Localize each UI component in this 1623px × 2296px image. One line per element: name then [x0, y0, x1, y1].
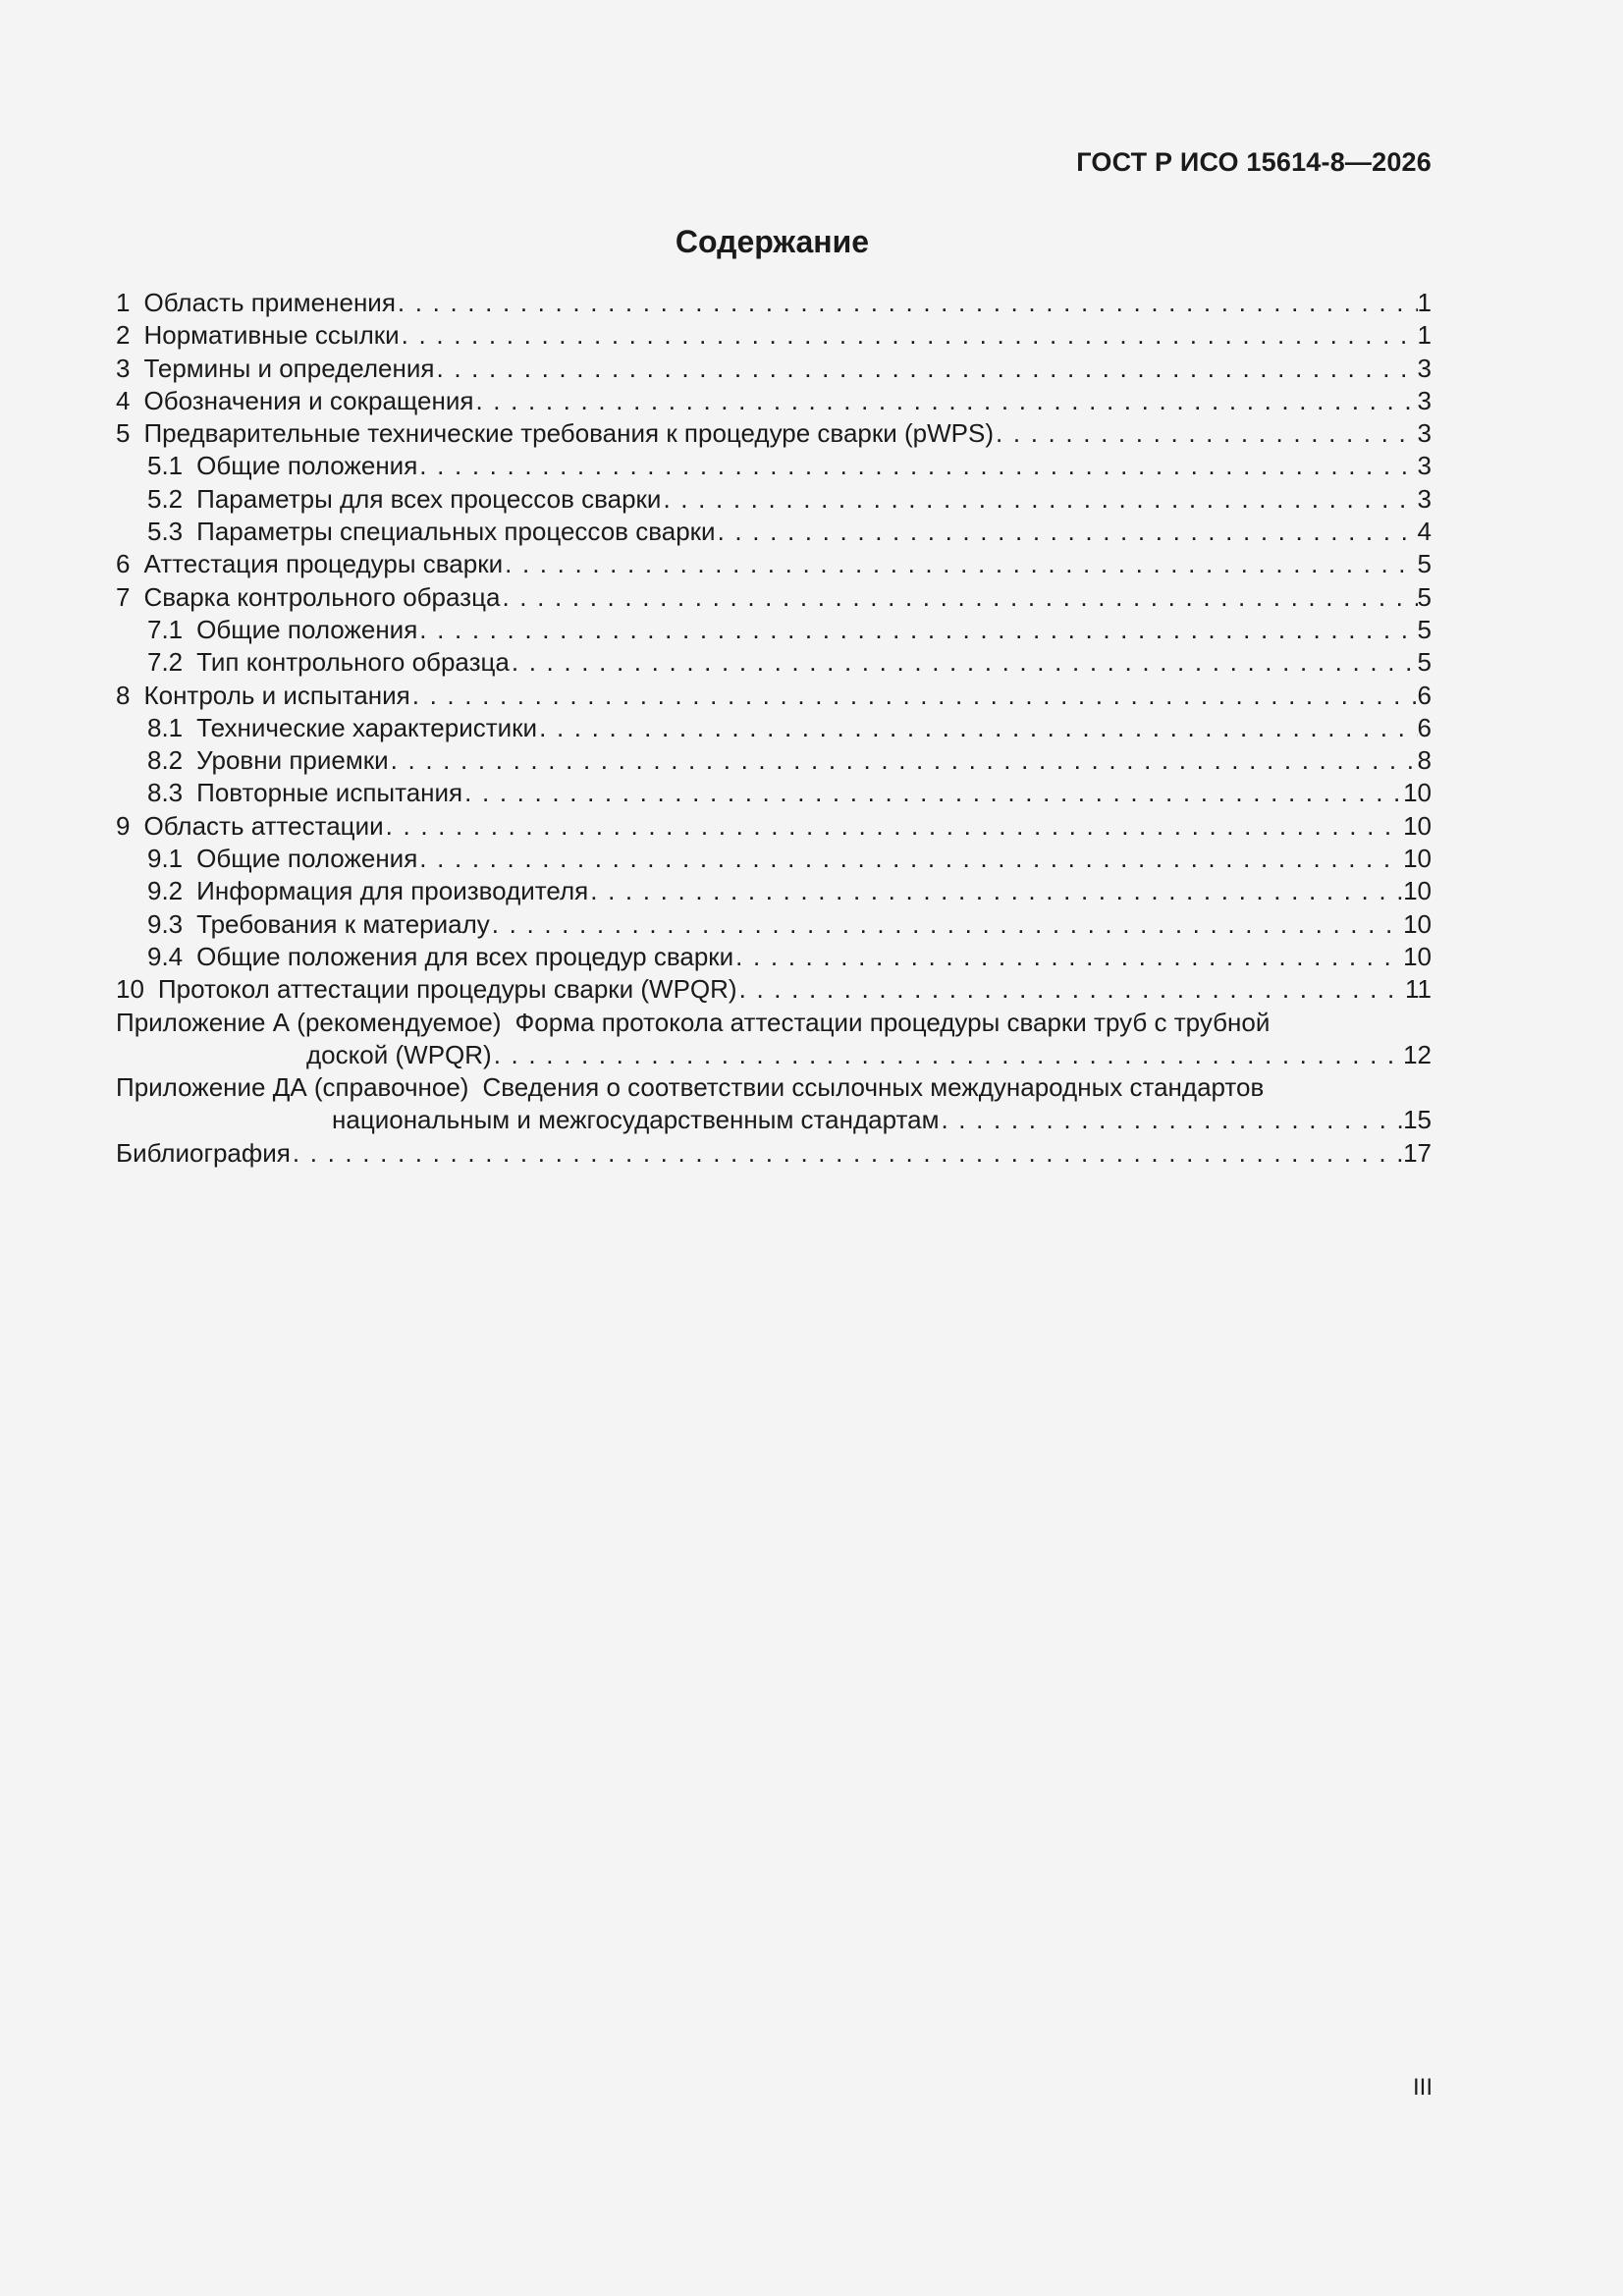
- leader-dots: [492, 1039, 1403, 1071]
- toc-entry[interactable]: [116, 450, 1432, 482]
- toc-entry[interactable]: [116, 319, 1432, 352]
- toc-entry-number: 8.1: [147, 712, 184, 742]
- toc-entry-title: Тип контрольного образца: [196, 647, 510, 678]
- appendix-a-title-line1: Форма протокола аттестации процедуры сварки труб с трубной: [514, 1007, 1271, 1037]
- toc-entry-number: 9: [116, 810, 131, 841]
- toc-entry[interactable]: [116, 646, 1432, 679]
- toc-entry-title: Параметры специальных процессов сварки: [196, 517, 716, 547]
- toc-entry[interactable]: [116, 777, 1432, 809]
- bibliography-label: Библиография: [116, 1137, 291, 1168]
- toc-entry-title: Уровни приемки: [196, 745, 389, 776]
- toc-entry-page: 1: [1417, 288, 1432, 317]
- toc-entry-page: 10: [1403, 876, 1432, 906]
- leader-dots: [588, 875, 1403, 907]
- toc-entry[interactable]: [116, 875, 1432, 907]
- toc-entry-number: 3: [116, 353, 131, 383]
- leader-dots: [939, 1104, 1403, 1136]
- toc-entry[interactable]: [116, 680, 1432, 712]
- toc-entry-page: 11: [1405, 974, 1432, 1005]
- appendix-da-page: 15: [1403, 1105, 1432, 1135]
- toc-entry-page: 5: [1417, 581, 1432, 612]
- toc-entry-title: Общие положения для всех процедур сварки: [196, 941, 734, 971]
- toc-entry[interactable]: [116, 516, 1432, 548]
- toc-entry-page: 3: [1417, 385, 1432, 415]
- toc-entry-title: Обозначения и сокращения: [143, 385, 474, 415]
- toc-entry-number: 9.3: [147, 908, 184, 939]
- toc-entry-number: 7: [116, 581, 131, 612]
- toc-entry-title: Нормативные ссылки: [143, 320, 400, 351]
- toc-entry-page: 10: [1403, 778, 1432, 808]
- toc-title: Содержание: [675, 224, 870, 259]
- toc-entry-page: 5: [1417, 647, 1432, 678]
- toc-entry-title: Область аттестации: [143, 810, 384, 841]
- toc-entry-page: 8: [1417, 745, 1432, 776]
- toc-entry-number: 5: [116, 418, 131, 449]
- toc-appendix-da[interactable]: [116, 1071, 1432, 1137]
- toc-entry-number: 8: [116, 680, 131, 710]
- toc-entry[interactable]: [116, 712, 1432, 744]
- leader-dots: [716, 516, 1418, 548]
- leader-dots: [389, 744, 1418, 777]
- leader-dots: [417, 614, 1417, 646]
- toc-entry-title: Аттестация процедуры сварки: [143, 549, 504, 579]
- toc-entry-number: 6: [116, 549, 131, 579]
- appendix-da-title-line1: Сведения о соответствии ссылочных международных стандартов: [482, 1072, 1265, 1103]
- leader-dots: [733, 941, 1403, 973]
- leader-dots: [994, 417, 1418, 450]
- page-number: III: [1412, 2074, 1433, 2101]
- toc-entry-title: Общие положения: [196, 844, 418, 874]
- toc-entry[interactable]: [116, 941, 1432, 973]
- toc-entry[interactable]: [116, 908, 1432, 941]
- toc-entry-number: 5.1: [147, 451, 184, 481]
- leader-dots: [434, 353, 1417, 385]
- toc-entry-page: 5: [1417, 614, 1432, 644]
- leader-dots: [537, 712, 1417, 744]
- leader-dots: [462, 777, 1403, 809]
- toc-entry-page: 6: [1417, 712, 1432, 742]
- toc-entry[interactable]: [116, 581, 1432, 614]
- appendix-a-title-line2: доской (WPQR): [306, 1039, 492, 1069]
- leader-dots: [503, 548, 1417, 580]
- toc-entry-page: 10: [1403, 810, 1432, 841]
- leader-dots: [417, 450, 1417, 482]
- toc-entry-title: Область применения: [143, 288, 396, 317]
- toc-entry-number: 5.2: [147, 483, 184, 514]
- toc-entry-title: Технические характеристики: [196, 712, 538, 742]
- toc-entry-number: 1: [116, 288, 131, 317]
- toc-entry-number: 9.1: [147, 844, 184, 874]
- toc-entry-number: 9.4: [147, 941, 184, 971]
- toc-entry[interactable]: [116, 843, 1432, 875]
- toc-entry-page: 3: [1417, 451, 1432, 481]
- toc-entry-number: 2: [116, 320, 131, 351]
- toc-entry-number: 7.1: [147, 614, 184, 644]
- toc-entry-page: 6: [1417, 680, 1432, 710]
- table-of-contents: [116, 287, 1432, 1170]
- toc-entry-number: 9.2: [147, 876, 184, 906]
- document-code: ГОСТ Р ИСО 15614-8—2026: [1076, 147, 1432, 177]
- leader-dots: [473, 385, 1417, 417]
- toc-entry[interactable]: [116, 744, 1432, 777]
- toc-entry-page: 5: [1417, 549, 1432, 579]
- toc-entry-title: Общие положения: [196, 614, 418, 644]
- toc-entry-number: 8.2: [147, 745, 184, 776]
- appendix-da-title-line2: национальным и межгосударственным стандартам: [332, 1105, 940, 1135]
- toc-entry-title: Общие положения: [196, 451, 418, 481]
- toc-entry-title: Требования к материалу: [196, 908, 490, 939]
- toc-entry-title: Повторные испытания: [196, 778, 463, 808]
- toc-bibliography[interactable]: [116, 1137, 1432, 1170]
- toc-entry-title: Информация для производителя: [196, 876, 589, 906]
- toc-entry-page: 10: [1403, 908, 1432, 939]
- toc-entry-title: Термины и определения: [143, 353, 435, 383]
- toc-entry[interactable]: [116, 973, 1432, 1006]
- toc-entry-number: 10: [116, 974, 144, 1005]
- leader-dots: [396, 287, 1418, 319]
- leader-dots: [384, 810, 1403, 843]
- toc-entry[interactable]: [116, 810, 1432, 843]
- leader-dots: [737, 973, 1405, 1006]
- toc-entry-page: 3: [1417, 353, 1432, 383]
- leader-dots: [510, 646, 1418, 679]
- toc-entry-page: 3: [1417, 418, 1432, 449]
- toc-entry-page: 10: [1403, 941, 1432, 971]
- leader-dots: [291, 1137, 1403, 1170]
- leader-dots: [417, 843, 1403, 875]
- toc-entry-title: Предварительные технические требования к процедуре сварки (pWPS): [143, 418, 994, 449]
- leader-dots: [661, 483, 1417, 516]
- toc-entry-page: 10: [1403, 844, 1432, 874]
- toc-entry-title: Протокол аттестации процедуры сварки (WPQR): [157, 974, 737, 1005]
- toc-entry-title: Контроль и испытания: [143, 680, 410, 710]
- toc-entry[interactable]: [116, 353, 1432, 385]
- appendix-a-page: 12: [1403, 1039, 1432, 1069]
- toc-entry[interactable]: [116, 385, 1432, 417]
- toc-entry[interactable]: [116, 287, 1432, 319]
- toc-entry-number: 4: [116, 385, 131, 415]
- toc-entry-number: 7.2: [147, 647, 184, 678]
- toc-entry-number: 5.3: [147, 517, 184, 547]
- toc-entry-title: Сварка контрольного образца: [143, 581, 501, 612]
- leader-dots: [490, 908, 1403, 941]
- leader-dots: [400, 319, 1418, 352]
- appendix-da-label: Приложение ДА (справочное): [116, 1072, 469, 1103]
- bibliography-page: 17: [1403, 1137, 1432, 1168]
- toc-entries: [116, 287, 1432, 1007]
- toc-appendix-a[interactable]: [116, 1007, 1432, 1072]
- toc-entry-page: 4: [1417, 517, 1432, 547]
- toc-entry[interactable]: [116, 483, 1432, 516]
- leader-dots: [500, 581, 1417, 614]
- toc-entry-page: 1: [1417, 320, 1432, 351]
- toc-entry-page: 3: [1417, 483, 1432, 514]
- toc-entry[interactable]: [116, 548, 1432, 580]
- leader-dots: [410, 680, 1418, 712]
- toc-entry[interactable]: [116, 417, 1432, 450]
- toc-entry[interactable]: [116, 614, 1432, 646]
- toc-entry-number: 8.3: [147, 778, 184, 808]
- appendix-a-label: Приложение А (рекомендуемое): [116, 1007, 502, 1037]
- toc-entry-title: Параметры для всех процессов сварки: [196, 483, 662, 514]
